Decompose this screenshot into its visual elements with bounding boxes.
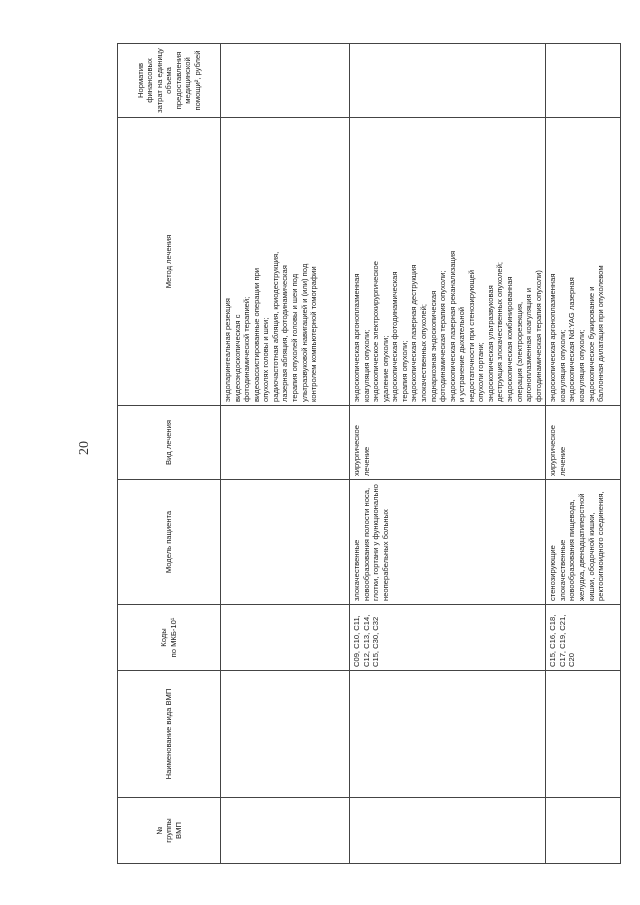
rotated-table-wrapper [117,44,606,864]
cell-vmp-name [221,671,350,798]
header-treatment-kind: Вид лечения [118,406,221,480]
cell-cost-norm [546,44,621,118]
page-number: 20 [77,441,92,455]
cell-group-number [221,798,350,864]
cell-patient-model: злокачественные новообразования полости носа, глотки, гортани у функционально неоперабельных больных [350,480,546,605]
cell-treatment-method: эндоларингеальная резекция видеоэндоскопическая с фотодинамической терапией; видеоассистированные операции при опухолях головы и шеи; радиочастотная абляция, криодеструкция, лазерная абляция, фотодинамическая терапия опухолей головы и шеи под ультразвуковой навигацией и (или) под контролем компьютерной томографии [221,118,350,406]
header-icd-codes: Коды по МКБ-10¹ [118,605,221,671]
cell-patient-model [221,480,350,605]
table-row [221,44,350,864]
cell-icd-codes [221,605,350,671]
cell-patient-model: стенозирующие злокачественные новообразования пищевода, желудка, двенадцатиперстной кишки, ободочной кишки, ректосигмоидного соединения, [546,480,621,605]
header-group-number: № группы ВМП [118,798,221,864]
header-vmp-name: Наименование вида ВМП [118,671,221,798]
cell-treatment-kind [221,406,350,480]
cell-vmp-name [546,671,621,798]
table-row [350,44,546,864]
cell-treatment-method: эндоскопическая аргоноплазменная коагуляция опухоли; эндоскопическая Nd:YAG лазерная коагуляция опухоли; эндоскопическое бужирование и баллонная дилатация при опухолевом [546,118,621,406]
cell-treatment-method: эндоскопическая аргоноплазменная коагуляция опухоли; эндоскопическое электрохирургическое удаление опухоли; эндоскопическая фотодинамическая терапия опухоли; эндоскопическая лазерная деструкция злокачественных опухолей; поднаркозная эндоскопическая фотодинамическая терапия опухоли; эндоскопическая лазерная реканализация и устранение дыхательной недостаточности при стенозирующей опухоли гортани; эндоскопическая ультразвуковая деструкция злокачественных опухолей; эндоскопическая комбинированная операция (электрорезекция, аргоноплазменная коагуляция и фотодинамическая терапия опухоли) [350,118,546,406]
cell-group-number [546,798,621,864]
cell-icd-codes: С09, С10, С11, С12, С13, С14, С15, С30, С32 [350,605,546,671]
vmp-table [117,43,621,864]
header-cost-norm: Норматив финансовых затрат на единицу объема предоставления медицинской помощи², рублей [118,44,221,118]
cell-icd-codes: С15, С16, С18, С17, С19, С21, С20 [546,605,621,671]
cell-cost-norm [350,44,546,118]
table-row [546,44,621,864]
table-header-row [118,44,221,864]
cell-vmp-name [350,671,546,798]
cell-treatment-kind: хирургическое лечение [546,406,621,480]
cell-cost-norm [221,44,350,118]
cell-group-number [350,798,546,864]
cell-treatment-kind: хирургическое лечение [350,406,546,480]
header-patient-model: Модель пациента [118,480,221,605]
header-treatment-method: Метод лечения [118,118,221,406]
